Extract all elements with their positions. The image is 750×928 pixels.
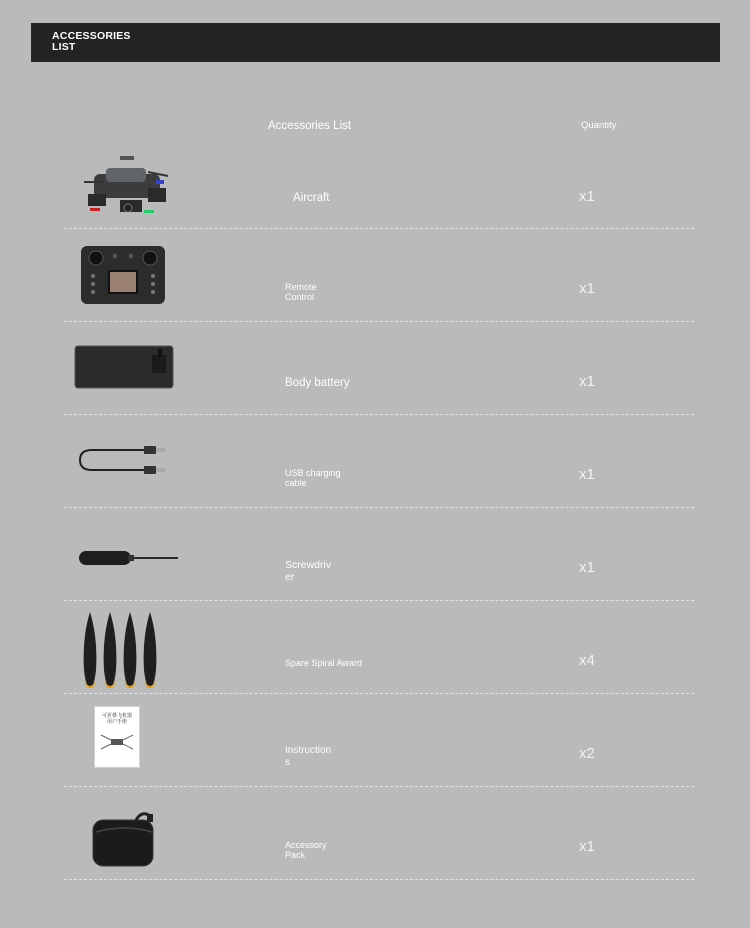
row-divider <box>64 693 694 694</box>
manual-icon <box>94 706 140 768</box>
item-quantity: x4 <box>579 652 595 669</box>
remote-control-icon <box>81 244 165 306</box>
list-item <box>0 136 750 229</box>
manual-cover-subtitle: 用户手册 <box>106 719 127 725</box>
list-item <box>0 786 750 879</box>
list-item <box>0 693 750 786</box>
row-divider <box>64 600 694 601</box>
item-name: Instruction s <box>285 745 332 768</box>
item-name: Body battery <box>285 377 350 389</box>
item-quantity: x1 <box>579 280 595 297</box>
item-name: Accessory Pack <box>285 840 327 860</box>
row-divider <box>64 414 694 415</box>
list-item <box>0 600 750 693</box>
item-name: Remote Control <box>285 282 317 302</box>
row-divider <box>64 228 694 229</box>
propeller-icon <box>80 608 160 692</box>
item-quantity: x1 <box>579 373 595 390</box>
manual-cover-title: 可折叠飞机器 <box>101 713 132 719</box>
carry-case-icon <box>92 810 156 868</box>
screwdriver-icon <box>78 547 180 569</box>
usb-cable-icon <box>78 442 170 478</box>
list-item <box>0 228 750 321</box>
banner <box>31 23 720 62</box>
item-quantity: x1 <box>579 466 595 483</box>
item-quantity: x1 <box>579 559 595 576</box>
item-quantity: x1 <box>579 188 595 205</box>
drone-icon <box>82 152 172 224</box>
column-header-quantity: Quantity <box>581 120 617 131</box>
item-name: Spare Spiral Award <box>285 658 362 668</box>
list-item <box>0 321 750 414</box>
item-name: Screwdriv er <box>285 559 332 583</box>
item-name: Aircraft <box>293 192 330 204</box>
row-divider <box>64 786 694 787</box>
battery-icon <box>74 345 174 389</box>
row-divider <box>64 321 694 322</box>
item-quantity: x2 <box>579 745 595 762</box>
item-quantity: x1 <box>579 838 595 855</box>
column-header-accessories: Accessories List <box>268 120 352 132</box>
row-divider <box>64 879 694 880</box>
banner-title: ACCESSORIES LIST <box>52 30 131 53</box>
list-item <box>0 507 750 600</box>
list-item <box>0 414 750 507</box>
item-name: USB charging cable <box>285 468 341 488</box>
row-divider <box>64 507 694 508</box>
